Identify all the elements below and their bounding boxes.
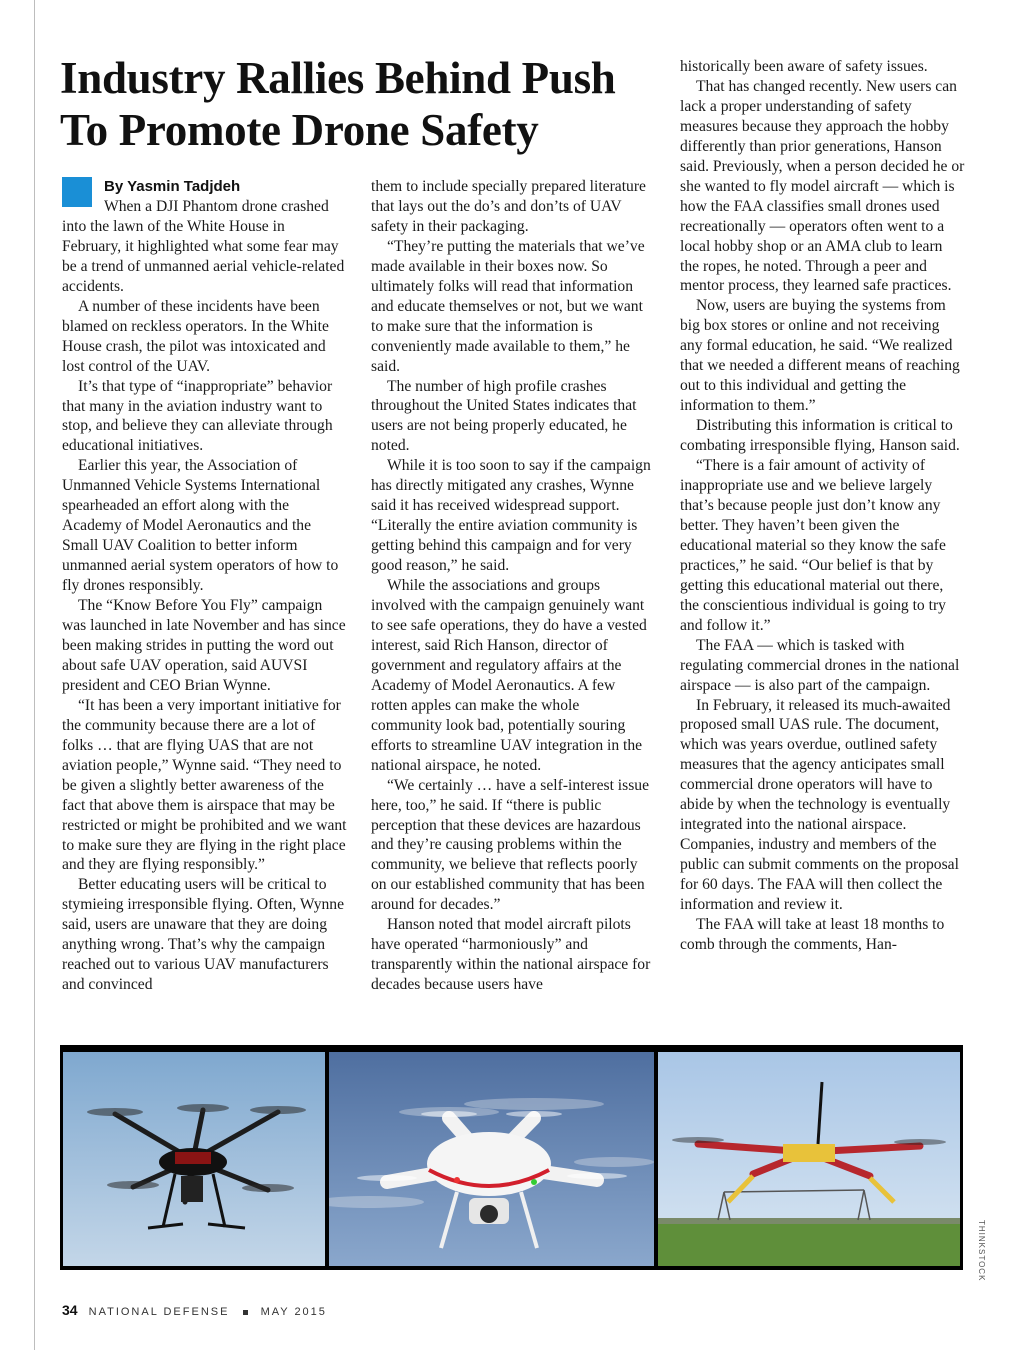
paragraph: The FAA — which is tasked with regulating commercial drones in the national airspace — is also part of the campaign. <box>680 636 960 694</box>
paragraph: “They’re putting the materials that we’ve made available in their boxes now. So ultimately folks will read that information and educate themselves or not, but we want to make sure that the information is conveniently made available to them,” he said. <box>371 237 645 375</box>
photo-strip <box>60 1045 963 1270</box>
paragraph: While it is too soon to say if the campaign has directly mitigated any crashes, Wynne said it has received widespread support. “Literally the entire aviation community is getting behind this campaign and for very good reason,” he said. <box>371 457 651 575</box>
paragraph: The number of high profile crashes throughout the United States indicates that users are not being properly educated, he noted. <box>371 377 637 455</box>
paragraph: historically been aware of safety issues. <box>680 58 928 75</box>
byline: By Yasmin Tadjdeh <box>104 178 241 195</box>
page-footer <box>62 1302 327 1318</box>
publication-name: NATIONAL DEFENSE <box>88 1306 230 1318</box>
footer-separator <box>243 1310 248 1315</box>
paragraph: In February, it released its much-awaited proposed small UAS rule. The document, which was years overdue, outlined safety measures that the agency anticipates small commercial drone operators will have to abide by when the technology is eventually integrated into the national airspace. Companies, industry and members of the public can submit comments on the proposal for 60 days. The FAA will then collect the information and review it. <box>680 696 959 914</box>
paragraph: It’s that type of “inappropriate” behavior that many in the aviation industry want to stop, and believe they can alleviate through educational initiatives. <box>62 377 333 455</box>
article-column-1 <box>62 177 347 995</box>
page-number: 34 <box>62 1302 78 1318</box>
paragraph: Earlier this year, the Association of Unmanned Vehicle Systems International spearheaded an effort along with the Academy of Model Aeronautics and the Small UAV Coalition to better inform unmanned aerial system operators of how to fly drones responsibly. <box>62 457 339 595</box>
paragraph: The “Know Before You Fly” campaign was launched in late November and has since been making strides in putting the word out about safe UAV operation, said AUVSI president and CEO Brian Wynne. <box>62 597 346 694</box>
paragraph: Hanson noted that model aircraft pilots have operated “harmoniously” and transparently within the national airspace for decades because users have <box>371 916 651 994</box>
issue-date: MAY 2015 <box>260 1306 327 1318</box>
page-margin-rule <box>34 0 35 1350</box>
paragraph: When a DJI Phantom drone crashed into the lawn of the White House in February, it highlighted what some fear may be a trend of unmanned aerial vehicle-related accidents. <box>62 198 345 295</box>
article-column-2 <box>371 177 651 995</box>
paragraph: The FAA will take at least 18 months to comb through the comments, Han- <box>680 915 945 953</box>
section-marker-square <box>62 177 92 207</box>
paragraph: “It has been a very important initiative for the community because there are a lot of folks … that are flying UAS that are not aviation people,” Wynne said. “They need to be given a slightly better awareness of the fact that above them is airspace that may be restricted or might be prohibited and we want to make sure they are flying in the right place and they are flying responsibly.” <box>62 696 347 874</box>
paragraph: them to include specially prepared literature that lays out the do’s and don’ts of UAV safety in their packaging. <box>371 178 646 235</box>
photo-quadcopter-field <box>658 1052 960 1266</box>
paragraph: “We certainly … have a self-interest issue here, too,” he said. If “there is public perception that these devices are hazardous and they’re causing problems within the community, we believe that reflects poorly on our established community that has been around for decades.” <box>371 776 649 914</box>
photo-credit: THINKSTOCK <box>977 1220 986 1282</box>
article-headline: Industry Rallies Behind Push To Promote Drone Safety <box>60 53 616 155</box>
phantom-drone-image <box>329 1052 654 1266</box>
paragraph: A number of these incidents have been blamed on reckless operators. In the White House crash, the pilot was intoxicated and lost control of the UAV. <box>62 297 329 375</box>
photo-phantom-drone <box>329 1052 654 1266</box>
paragraph: Better educating users will be critical to stymieing irresponsible flying. Often, Wynne said, users are unaware that they are doing anything wrong. That’s why the campaign reached out to various UAV manufacturers and convinced <box>62 876 345 994</box>
paragraph: Distributing this information is critical to combating irresponsible flying, Hanson said. <box>680 417 960 455</box>
paragraph: Now, users are buying the systems from big box stores or online and not receiving any formal education, he said. “We realized that we needed a different means of reaching out to this individual and getting the information to them.” <box>680 297 960 415</box>
quadcopter-field-image <box>658 1052 960 1266</box>
photo-hexacopter-drone <box>63 1052 325 1266</box>
article-column-3 <box>680 57 965 955</box>
paragraph: That has changed recently. New users can lack a proper understanding of safety measures because they approach the hobby differently than prior generations, Hanson said. Previously, when a person decided he or she wanted to fly model aircraft — which is how the FAA classifies small drones used recreationally — operators often went to a local hobby shop or an AMA club to learn the ropes, he noted. Through a peer and mentor process, they learned safe practices. <box>680 77 965 295</box>
paragraph: While the associations and groups involved with the campaign genuinely want to see safe operations, they do have a vested interest, said Rich Hanson, director of government and regulatory affairs at the Academy of Model Aeronautics. A few rotten apples can make the whole community look bad, potentially souring efforts to streamline UAV integration in the national airspace, he noted. <box>371 577 647 774</box>
hexacopter-drone-image <box>63 1052 325 1266</box>
paragraph: “There is a fair amount of activity of inappropriate use and we believe largely that’s because people just don’t know any better. They haven’t been given the educational material so they know the safe practices,” he said. “Our belief is that by getting this educational material out there, the conscientious individual is going to try and follow it.” <box>680 457 946 634</box>
